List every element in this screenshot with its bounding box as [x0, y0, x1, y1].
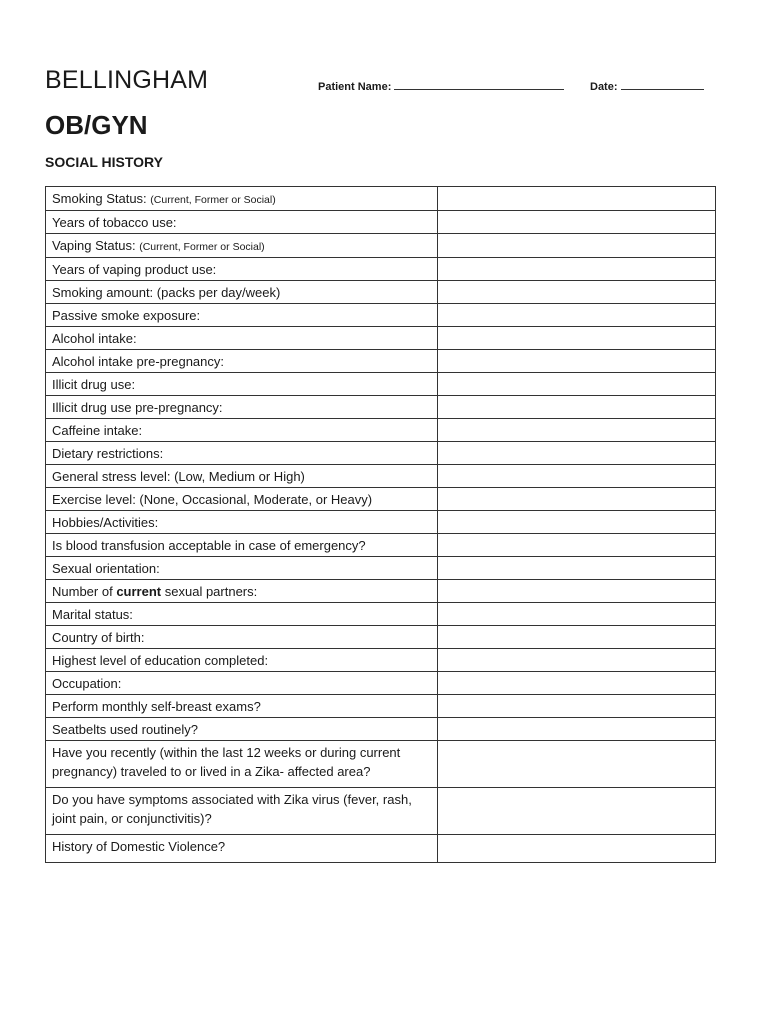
- question-cell: [46, 304, 438, 327]
- question-label: Illicit drug use:: [52, 377, 136, 392]
- question-emphasis: current: [116, 584, 162, 599]
- date-input[interactable]: [621, 80, 704, 90]
- answer-cell[interactable]: [438, 534, 716, 557]
- table-row: [46, 465, 716, 488]
- table-row: [46, 741, 716, 788]
- question-label: Passive smoke exposure:: [52, 308, 201, 323]
- question-label: Smoking amount: (packs per day/week): [52, 285, 281, 300]
- question-cell: [46, 258, 438, 281]
- table-row: [46, 211, 716, 234]
- table-row: [46, 835, 716, 863]
- question-label: Country of birth:: [52, 630, 145, 645]
- answer-cell[interactable]: [438, 187, 716, 211]
- question-cell: [46, 234, 438, 258]
- question-label: Sexual orientation:: [52, 561, 160, 576]
- answer-cell[interactable]: [438, 234, 716, 258]
- question-cell: [46, 649, 438, 672]
- question-label: Illicit drug use pre-pregnancy:: [52, 400, 223, 415]
- table-row: [46, 327, 716, 350]
- question-cell: [46, 534, 438, 557]
- table-row: [46, 534, 716, 557]
- table-row: [46, 626, 716, 649]
- brand-name: BELLINGHAM: [45, 66, 209, 94]
- table-row: [46, 350, 716, 373]
- question-cell: [46, 511, 438, 534]
- question-label: History of Domestic Violence?: [52, 839, 226, 854]
- question-cell: [46, 442, 438, 465]
- question-label: Do you have symptoms associated with Zika virus (fever, rash, joint pain, or conjunctivitis)?: [52, 792, 412, 826]
- question-cell: [46, 580, 438, 603]
- table-row: [46, 557, 716, 580]
- table-row: [46, 511, 716, 534]
- table-row: [46, 373, 716, 396]
- table-row: [46, 442, 716, 465]
- question-cell: [46, 327, 438, 350]
- table-row: [46, 788, 716, 835]
- table-row: [46, 580, 716, 603]
- patient-name-label: Patient Name:: [318, 81, 392, 93]
- question-cell: [46, 835, 438, 863]
- question-cell: [46, 211, 438, 234]
- answer-cell[interactable]: [438, 488, 716, 511]
- answer-cell[interactable]: [438, 211, 716, 234]
- answer-cell[interactable]: [438, 718, 716, 741]
- question-label: Number of: [52, 584, 113, 599]
- answer-cell[interactable]: [438, 442, 716, 465]
- answer-cell[interactable]: [438, 350, 716, 373]
- question-cell: [46, 557, 438, 580]
- question-cell: [46, 603, 438, 626]
- question-cell: [46, 626, 438, 649]
- answer-cell[interactable]: [438, 788, 716, 835]
- answer-cell[interactable]: [438, 511, 716, 534]
- question-label: Smoking Status:: [52, 191, 147, 206]
- question-label: Dietary restrictions:: [52, 446, 164, 461]
- answer-cell[interactable]: [438, 557, 716, 580]
- table-row: [46, 258, 716, 281]
- answer-cell[interactable]: [438, 741, 716, 788]
- answer-cell[interactable]: [438, 695, 716, 718]
- answer-cell[interactable]: [438, 373, 716, 396]
- table-row: [46, 672, 716, 695]
- question-label: Years of tobacco use:: [52, 215, 177, 230]
- social-history-table: [45, 186, 716, 863]
- question-cell: [46, 718, 438, 741]
- question-cell: [46, 695, 438, 718]
- question-label: Perform monthly self-breast exams?: [52, 699, 261, 714]
- table-row: [46, 234, 716, 258]
- question-cell: [46, 672, 438, 695]
- date-field: [590, 80, 704, 93]
- table-row: [46, 603, 716, 626]
- question-label: Highest level of education completed:: [52, 653, 269, 668]
- question-cell: [46, 396, 438, 419]
- question-cell: [46, 788, 438, 835]
- question-cell: [46, 187, 438, 211]
- question-label: Is blood transfusion acceptable in case of emergency?: [52, 538, 366, 553]
- question-cell: [46, 465, 438, 488]
- question-cell: [46, 373, 438, 396]
- patient-name-field: [318, 80, 564, 93]
- table-row: [46, 396, 716, 419]
- question-label: Exercise level: (None, Occasional, Moderate, or Heavy): [52, 492, 373, 507]
- table-row: [46, 718, 716, 741]
- question-cell: [46, 350, 438, 373]
- question-label-rest: sexual partners:: [164, 584, 258, 599]
- patient-name-input[interactable]: [394, 80, 564, 90]
- question-label: General stress level: (Low, Medium or High): [52, 469, 305, 484]
- section-title: SOCIAL HISTORY: [45, 154, 163, 170]
- question-label: Hobbies/Activities:: [52, 515, 159, 530]
- answer-cell[interactable]: [438, 258, 716, 281]
- table-row: [46, 187, 716, 211]
- question-cell: [46, 419, 438, 442]
- table-row: [46, 304, 716, 327]
- answer-cell[interactable]: [438, 626, 716, 649]
- answer-cell[interactable]: [438, 835, 716, 863]
- question-cell: [46, 488, 438, 511]
- answer-cell[interactable]: [438, 649, 716, 672]
- table-row: [46, 695, 716, 718]
- question-cell: [46, 741, 438, 788]
- practice-subtitle: OB/GYN: [45, 110, 148, 140]
- table-row: [46, 488, 716, 511]
- answer-cell[interactable]: [438, 281, 716, 304]
- answer-cell[interactable]: [438, 672, 716, 695]
- question-label: Seatbelts used routinely?: [52, 722, 198, 737]
- table-row: [46, 419, 716, 442]
- answer-cell[interactable]: [438, 327, 716, 350]
- question-note: (Current, Former or Social): [139, 241, 265, 253]
- answer-cell[interactable]: [438, 580, 716, 603]
- question-label: Have you recently (within the last 12 weeks or during current pregnancy) traveled to or lived in a Zika- affected area?: [52, 745, 401, 779]
- question-label: Caffeine intake:: [52, 423, 143, 438]
- answer-cell[interactable]: [438, 603, 716, 626]
- question-label: Alcohol intake:: [52, 331, 137, 346]
- question-label: Alcohol intake pre-pregnancy:: [52, 354, 224, 369]
- question-label: Marital status:: [52, 607, 133, 622]
- question-cell: [46, 281, 438, 304]
- date-label: Date:: [590, 81, 618, 93]
- answer-cell[interactable]: [438, 419, 716, 442]
- question-label: Vaping Status:: [52, 238, 136, 253]
- question-label: Occupation:: [52, 676, 122, 691]
- table-row: [46, 281, 716, 304]
- question-label: Years of vaping product use:: [52, 262, 217, 277]
- question-note: (Current, Former or Social): [150, 194, 276, 206]
- answer-cell[interactable]: [438, 465, 716, 488]
- answer-cell[interactable]: [438, 304, 716, 327]
- answer-cell[interactable]: [438, 396, 716, 419]
- table-row: [46, 649, 716, 672]
